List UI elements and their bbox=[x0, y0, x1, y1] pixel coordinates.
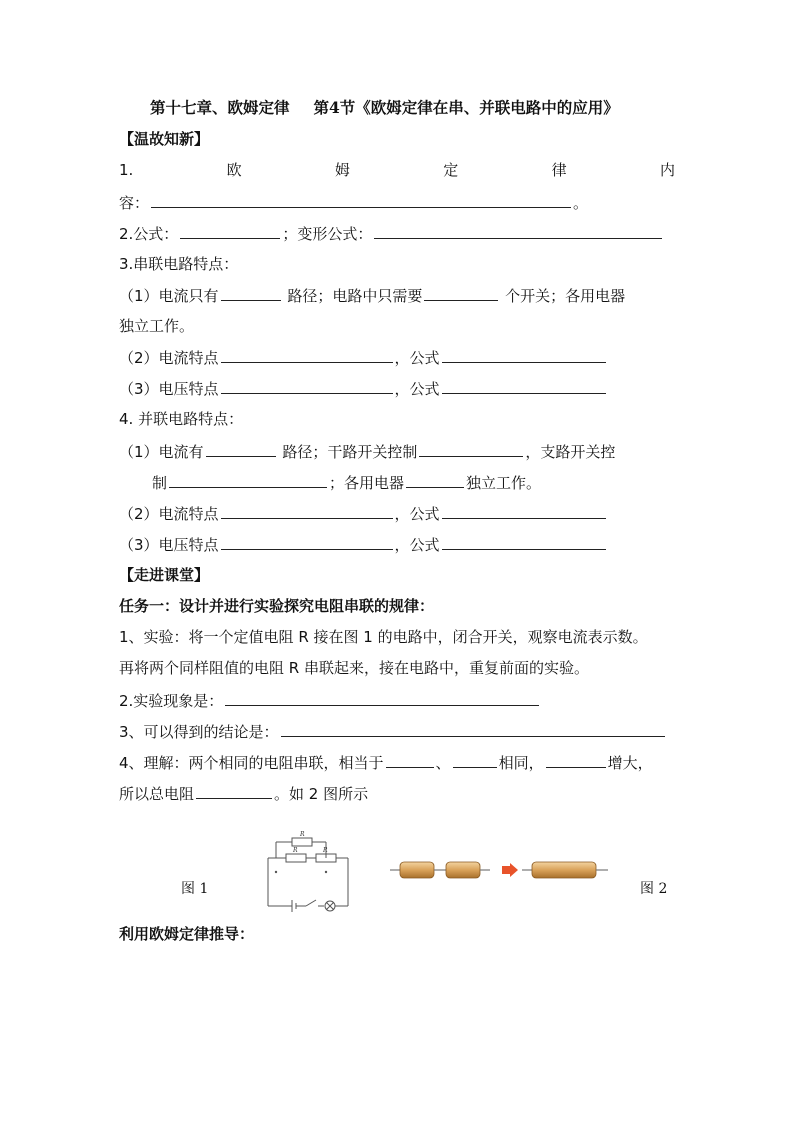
answer-blank[interactable] bbox=[424, 285, 498, 301]
review-heading: 【温故知新】 bbox=[119, 130, 210, 148]
understand-a: 4、理解：两个相同的电阻串联，相当于 bbox=[119, 754, 384, 772]
answer-blank[interactable] bbox=[221, 378, 393, 394]
phenomenon-line bbox=[119, 690, 675, 711]
resistor-symbol bbox=[286, 854, 306, 862]
q1-cont: 容： bbox=[119, 194, 150, 212]
page-title bbox=[150, 96, 619, 118]
figure-2-label: 图 2 bbox=[640, 881, 668, 897]
answer-blank[interactable] bbox=[180, 223, 280, 239]
answer-blank[interactable] bbox=[442, 534, 606, 550]
phenomenon-label: 2.实验现象是： bbox=[119, 692, 224, 710]
q4-2-label: （2）电流特点 bbox=[119, 505, 219, 523]
answer-blank[interactable] bbox=[453, 752, 497, 768]
understand-f: 。如 2 图所示 bbox=[274, 785, 369, 803]
q2-line bbox=[119, 223, 675, 244]
q3-heading: 3.串联电路特点： bbox=[119, 255, 239, 273]
answer-blank[interactable] bbox=[442, 503, 606, 519]
q2-label-b: ；变形公式： bbox=[282, 225, 373, 243]
understand-line2 bbox=[119, 783, 675, 804]
formula-label: ，公式 bbox=[394, 349, 440, 367]
q4-1-d: 制 bbox=[152, 474, 168, 492]
q4-1-c: ，支路开关控 bbox=[525, 443, 616, 461]
experiment-line1: 1、实验：将一个定值电阻 R 接在图 1 的电路中，闭合开关，观察电流表示数。 bbox=[119, 628, 648, 646]
figure-2-rods bbox=[388, 853, 612, 887]
q3-1-a: （1）电流只有 bbox=[119, 287, 219, 305]
answer-blank[interactable] bbox=[386, 752, 434, 768]
q4-2-line bbox=[119, 503, 675, 524]
q1-line1 bbox=[119, 160, 675, 180]
q4-1-f: 独立工作。 bbox=[466, 474, 542, 492]
experiment-line2: 再将两个同样阻值的电阻 R 串联起来，接在电路中，重复前面的实验。 bbox=[119, 659, 589, 677]
answer-blank[interactable] bbox=[196, 783, 272, 799]
arrow-icon bbox=[502, 863, 518, 877]
conclusion-line bbox=[119, 721, 675, 742]
formula-label: ，公式 bbox=[394, 536, 440, 554]
answer-blank[interactable] bbox=[546, 752, 606, 768]
q1-line2 bbox=[119, 192, 675, 213]
resistor-label: R bbox=[293, 847, 298, 854]
task1-heading: 任务一：设计并进行实验探究电阻串联的规律： bbox=[119, 597, 435, 615]
q3-1-c: 个开关；各用电器 bbox=[505, 287, 626, 305]
q3-3-label: （3）电压特点 bbox=[119, 380, 219, 398]
understand-c: 相同， bbox=[498, 754, 544, 772]
switch-symbol bbox=[306, 900, 316, 906]
q4-3-line bbox=[119, 534, 675, 555]
answer-blank[interactable] bbox=[221, 534, 393, 550]
q1-char: 律 bbox=[551, 161, 567, 179]
answer-blank[interactable] bbox=[406, 472, 464, 488]
rod-long bbox=[532, 862, 596, 878]
answer-blank[interactable] bbox=[169, 472, 327, 488]
resistor-label: R bbox=[300, 831, 305, 838]
q1-char: 内 bbox=[659, 161, 675, 179]
figure-1-circuit bbox=[262, 828, 354, 912]
formula-label: ，公式 bbox=[394, 505, 440, 523]
rod-short bbox=[446, 862, 480, 878]
figure-1-label: 图 1 bbox=[181, 881, 209, 897]
answer-blank[interactable] bbox=[221, 285, 281, 301]
q4-1-a: （1）电流有 bbox=[119, 443, 204, 461]
answer-blank[interactable] bbox=[221, 347, 393, 363]
q4-3-label: （3）电压特点 bbox=[119, 536, 219, 554]
answer-blank[interactable] bbox=[221, 503, 393, 519]
answer-blank[interactable] bbox=[374, 223, 662, 239]
understand-line1 bbox=[119, 752, 675, 773]
understand-b: 、 bbox=[435, 754, 451, 772]
q1-char: 欧 bbox=[226, 161, 242, 179]
q4-1-cont bbox=[152, 472, 708, 493]
answer-blank[interactable] bbox=[419, 441, 523, 457]
q3-2-line bbox=[119, 347, 675, 368]
understand-d: 增大， bbox=[607, 754, 653, 772]
q3-1-b: 路径；电路中只需要 bbox=[287, 287, 423, 305]
q1-char: 定 bbox=[443, 161, 459, 179]
q4-1-b: 路径；干路开关控制 bbox=[282, 443, 418, 461]
q3-2-label: （2）电流特点 bbox=[119, 349, 219, 367]
derive-heading: 利用欧姆定律推导： bbox=[119, 925, 255, 943]
q4-1-e: ；各用电器 bbox=[329, 474, 405, 492]
q4-1-line bbox=[119, 441, 675, 462]
q3-3-line bbox=[119, 378, 675, 399]
q1-end: 。 bbox=[573, 194, 589, 212]
section-title: 第4节《欧姆定律在串、并联电路中的应用》 bbox=[313, 98, 619, 117]
rod-short bbox=[400, 862, 434, 878]
q3-1-cont: 独立工作。 bbox=[119, 317, 195, 335]
q1-char: 1. bbox=[119, 161, 134, 179]
answer-blank[interactable] bbox=[151, 192, 571, 208]
resistor-symbol bbox=[292, 838, 312, 846]
q4-heading: 4. 并联电路特点： bbox=[119, 410, 244, 428]
understand-e: 所以总电阻 bbox=[119, 785, 195, 803]
formula-label: ，公式 bbox=[394, 380, 440, 398]
q1-char: 姆 bbox=[334, 161, 350, 179]
answer-blank[interactable] bbox=[225, 690, 539, 706]
resistor-label: R bbox=[323, 847, 328, 854]
answer-blank[interactable] bbox=[281, 721, 665, 737]
answer-blank[interactable] bbox=[442, 378, 606, 394]
q2-label: 2.公式： bbox=[119, 225, 179, 243]
lesson-heading: 【走进课堂】 bbox=[119, 566, 210, 584]
q3-1-line bbox=[119, 285, 675, 306]
answer-blank[interactable] bbox=[442, 347, 606, 363]
chapter-title: 第十七章、欧姆定律 bbox=[150, 98, 290, 117]
answer-blank[interactable] bbox=[206, 441, 276, 457]
conclusion-label: 3、可以得到的结论是： bbox=[119, 723, 279, 741]
